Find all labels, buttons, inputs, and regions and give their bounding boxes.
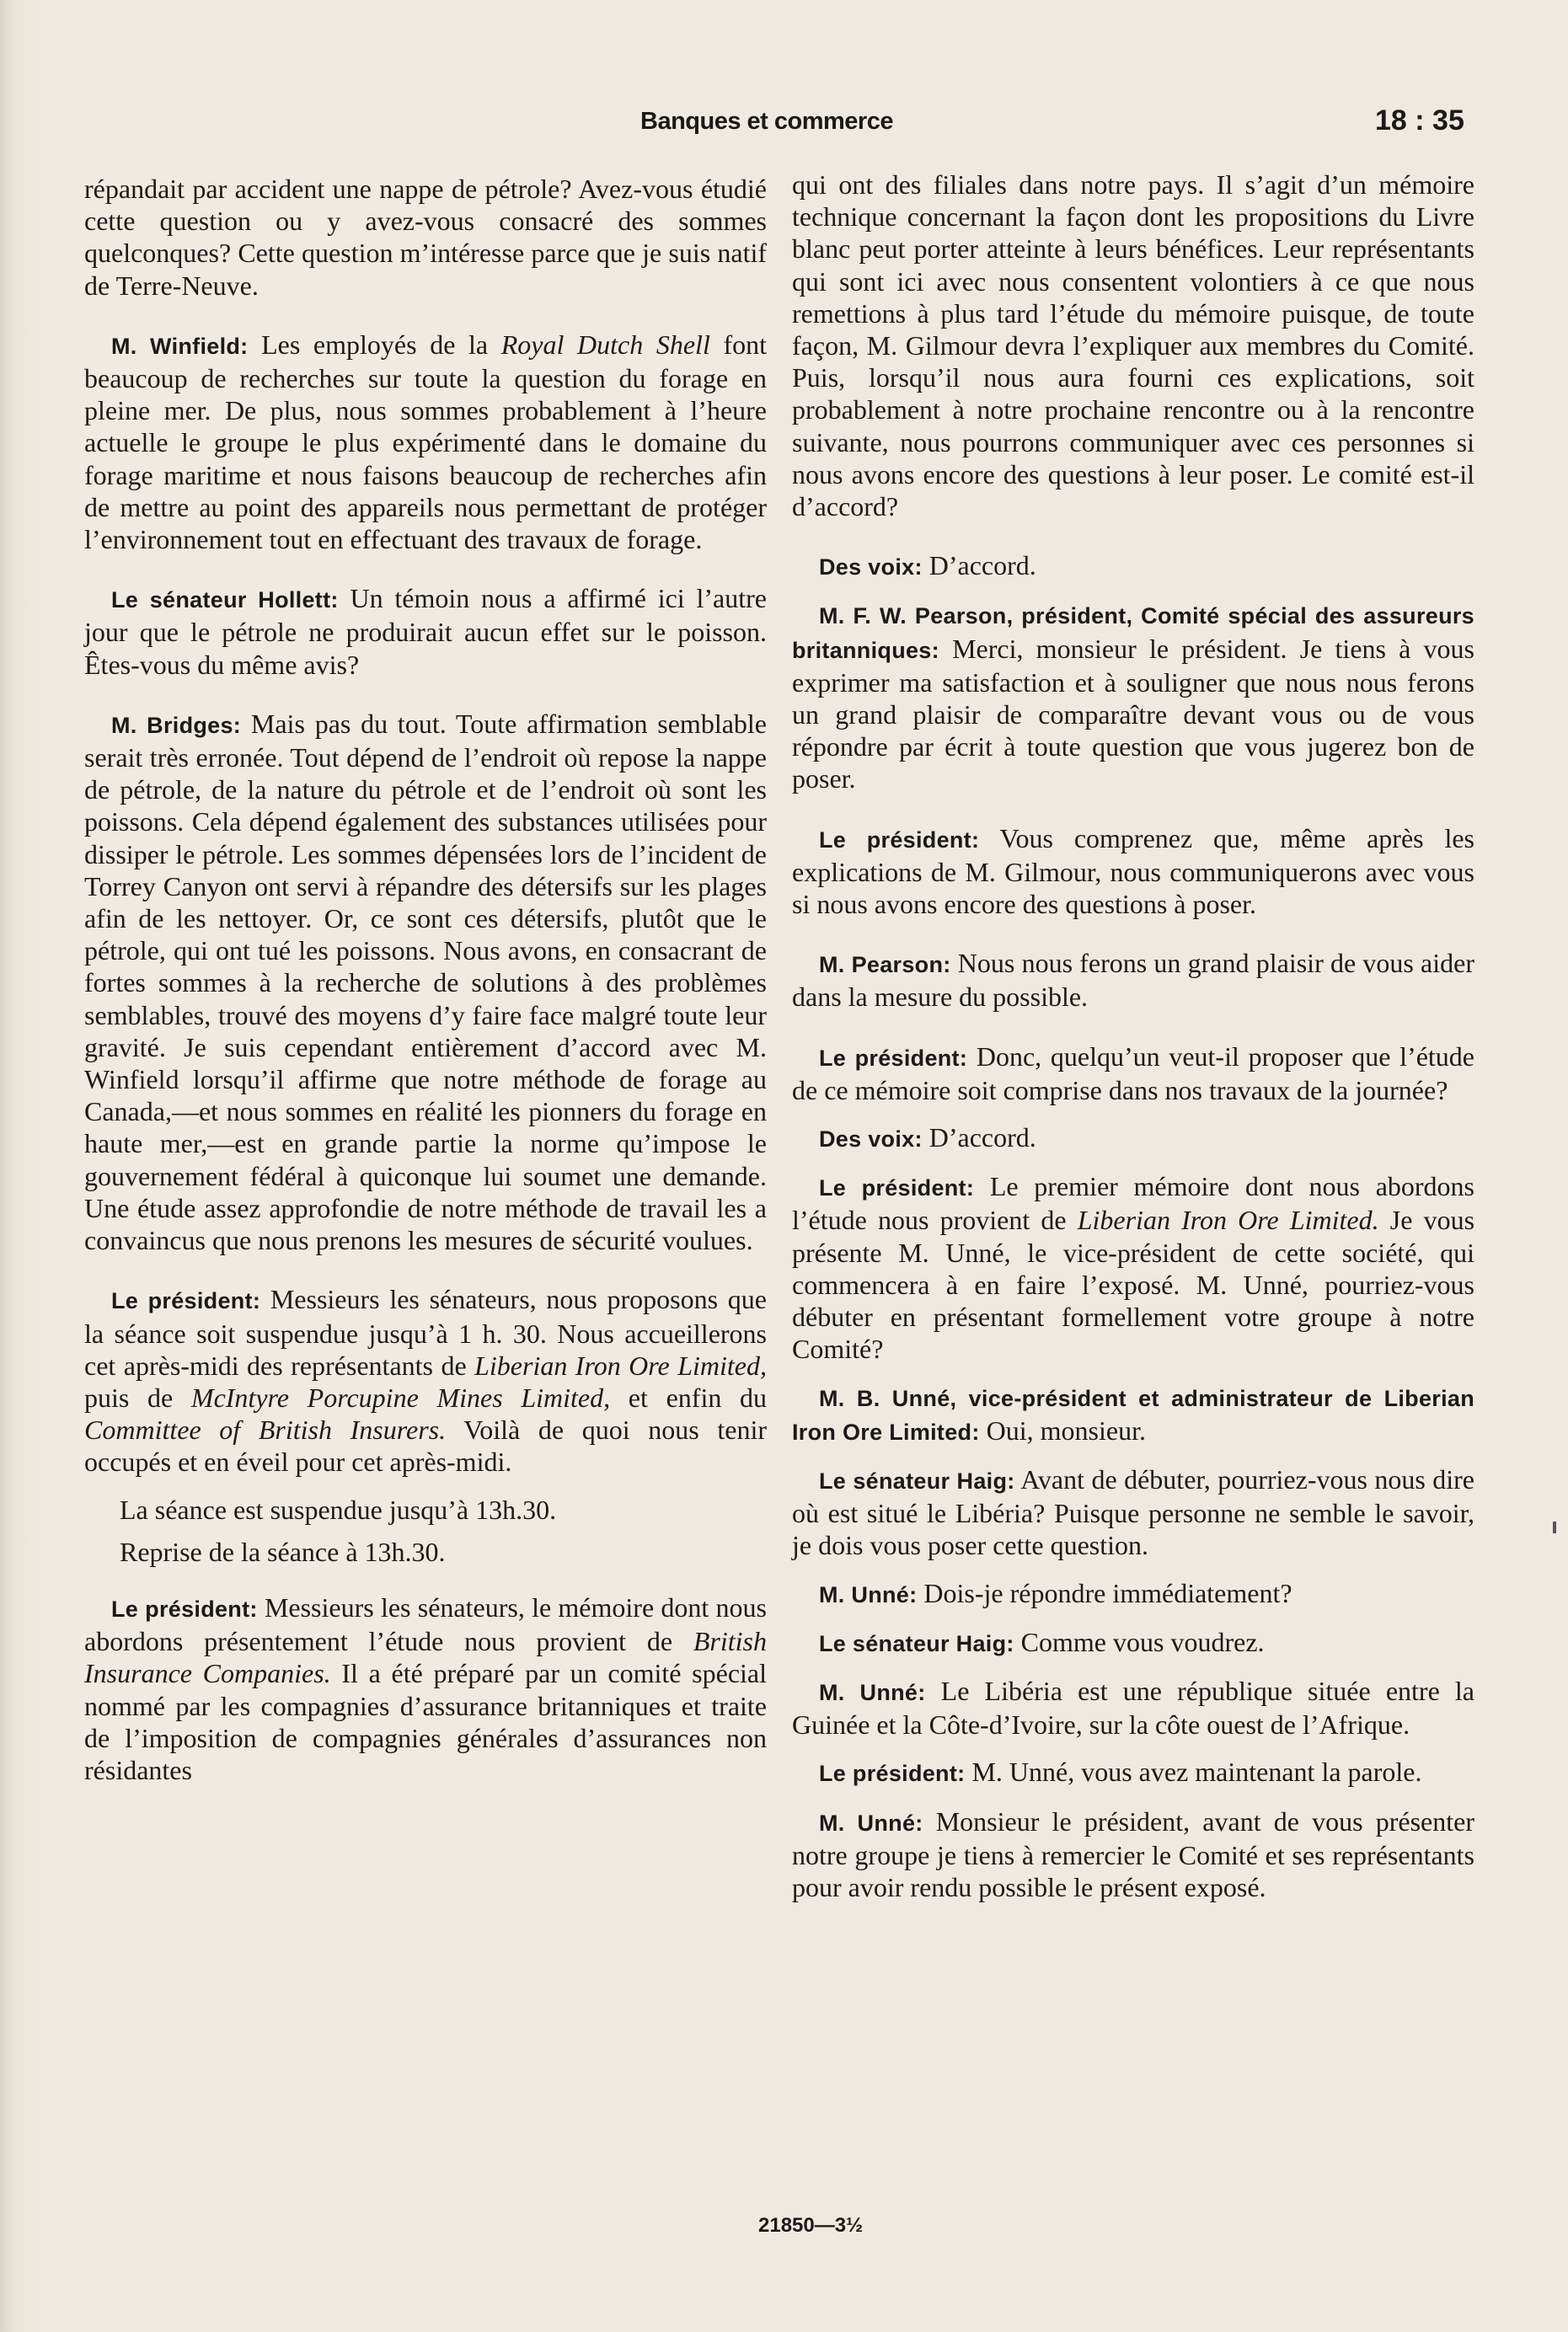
running-title: Banques et commerce xyxy=(640,108,893,135)
paragraph: M. Bridges: Mais pas du tout. Toute affirmation semblable serait très erronée. Tout dépend de l’endroit où repose la nappe de pétrole, de la nature du pétrole et de l’endroit où sont les poissons. Cela dépend également des substances utilisées pour dissiper le pétrole. Les sommes dépensées lors de l’incident de Torrey Canyon ont servi à répandre des détersifs sur les plages afin de les nettoyer. Or, ce sont ces détersifs, plutôt que le pétrole, qui ont tué les poissons. Nous avons, en consacrant de fortes sommes à la recherche de solutions à des problèmes semblables, trouvé des moyens d’y faire face malgré toute leur gravité. Je suis cependant entièrement d’accord avec M. Winfield lorsqu’il affirme que notre méthode de forage au Canada,—et nous sommes en réalité les pionners du forage en haute mer,—est en grande partie la norme qu’impose le gouvernement fédéral à quiconque lui soumet une demande. Une étude assez approfondie de notre méthode de travail les a convaincus que nous prenons les mesures de sécurité voulues. xyxy=(84,708,768,1256)
speaker-label: M. F. W. Pearson, président, Comité spécial des assureurs britanniques: xyxy=(792,603,1474,663)
paragraph: Le sénateur Hollett: Un témoin nous a affirmé ici l’autre jour que le pétrole ne produirait aucun effet sur le poisson. Êtes-vous du même avis? xyxy=(84,583,767,680)
speaker-label: Le président: xyxy=(819,826,980,853)
speaker-label: Le président: xyxy=(111,1288,261,1314)
speaker-label: Le président: xyxy=(819,1045,968,1071)
speaker-label: M. Bridges: xyxy=(111,712,242,738)
page-number: 18 : 35 xyxy=(1375,104,1464,136)
paragraph: Le président: Messieurs les sénateurs, nous proposons que la séance soit suspendue jusqu’à 1 h. 30. Nous accueillerons cet après-midi des représentants de Liberian Iron Ore Limited, puis de McIntyre Porcupine Mines Limited, et enfin du Committee of British Insurers. Voilà de quoi nous tenir occupés et en éveil pour cet après-midi. xyxy=(84,1284,768,1478)
margin-mark xyxy=(1553,1522,1556,1533)
paragraph: M. Winfield: Les employés de la Royal Dutch Shell font beaucoup de recherches sur toute la question du forage en pleine mer. De plus, nous sommes probablement à l’heure actuelle le groupe le plus expérimenté dans le domaine du forage maritime et nous faisons beaucoup de recherches afin de mettre au point des appareils nous permettant de protéger l’environnement tout en effectuant des travaux de forage. xyxy=(84,329,768,555)
speaker-label: M. Unné: xyxy=(819,1810,923,1836)
page-header xyxy=(0,104,1568,150)
paragraph: Le président: Vous comprenez que, même après les explications de M. Gilmour, nous communiquerons avec vous si nous avons encore des questions à poser. xyxy=(792,822,1475,920)
speaker-label: Le président: xyxy=(819,1175,975,1201)
paragraph: Le président: M. Unné, vous avez maintenant la parole. xyxy=(819,1757,1422,1788)
paragraph: M. Unné: Le Libéria est une république située entre la Guinée et la Côte-d’Ivoire, sur la côte ouest de l’Afrique. xyxy=(792,1675,1475,1741)
paragraph: répandait par accident une nappe de pétrole? Avez-vous étudié cette question ou y avez-vous consacré des sommes quelconques? Cette question m’intéresse parce que je suis natif de Terre-Neuve. xyxy=(84,174,767,301)
paragraph: Des voix: D’accord. xyxy=(819,1122,1036,1153)
procedural-note: La séance est suspendue jusqu’à 13h.30. xyxy=(120,1494,557,1525)
paragraph: Le président: Le premier mémoire dont nous abordons l’étude nous provient de Liberian Iron Ore Limited. Je vous présente M. Unné, le vice-président de cette société, qui commencera à en faire l’exposé. M. Unné, pourriez-vous débuter en présentant formellement votre groupe à notre Comité? xyxy=(792,1171,1475,1365)
speaker-label: Le président: xyxy=(111,1596,258,1622)
paragraph: M. F. W. Pearson, président, Comité spécial des assureurs britanniques: Merci, monsieur le président. Je tiens à vous exprimer ma satisfaction et à souligner que nous nous ferons un grand plaisir de comparaître devant vous ou de vous répondre par écrit à toute question que vous jugerez bon de poser. xyxy=(792,603,1474,794)
right-column xyxy=(792,168,1474,1930)
paragraph: M. Unné: Dois-je répondre immédiatement? xyxy=(819,1577,1292,1608)
printer-signature: 21850—3½ xyxy=(758,2214,864,2237)
speaker-label: M. Winfield: xyxy=(111,333,249,359)
paragraph: qui ont des filiales dans notre pays. Il s’agit d’un mémoire technique concernant la façon dont les propositions du Livre blanc peut porter atteinte à leurs bénéfices. Leur représentants qui sont ici avec nous consentent volontiers à ce que nous remettions à plus tard l’étude du mémoire puisque, de toute façon, M. Gilmour devra l’expliquer aux membres du Comité. Puis, lorsqu’il nous aura fourni ces explications, soit probablement à notre prochaine rencontre ou à la rencontre suivante, nous pourrons communiquer avec ces personnes si nous avons encore des questions à leur poser. Le comité est-il d’accord? xyxy=(792,169,1474,522)
speaker-label: M. Pearson: xyxy=(819,952,951,978)
paragraph: M. Unné: Monsieur le président, avant de vous présenter notre groupe je tiens à remercier le Comité et ses représentants pour avoir rendu possible le présent exposé. xyxy=(792,1805,1475,1902)
paragraph: M. Pearson: Nous nous ferons un grand plaisir de vous aider dans la mesure du possible. xyxy=(792,948,1474,1013)
speaker-label: Le sénateur Haig: xyxy=(819,1630,1014,1656)
speaker-label: Des voix: xyxy=(819,554,923,580)
speaker-label: M. Unné: xyxy=(819,1581,918,1607)
paragraph: Le président: Messieurs les sénateurs, le mémoire dont nous abordons présentement l’étude nous provient de British Insurance Companies. Il a été préparé par un comité spécial nommé par les compagnies d’assurance britanniques et traite de l’imposition de compagnies générales d’assurances non résidantes xyxy=(84,1591,768,1785)
speaker-label: M. Unné: xyxy=(819,1679,926,1705)
procedural-note: Reprise de la séance à 13h.30. xyxy=(120,1536,446,1567)
speaker-label: M. B. Unné, vice-président et administrateur de Liberian Iron Ore Limited: xyxy=(792,1385,1474,1445)
speaker-label: Le sénateur Haig: xyxy=(819,1468,1015,1494)
left-column xyxy=(84,173,767,1813)
speaker-label: Le président: xyxy=(819,1761,966,1787)
paragraph: Le président: Donc, quelqu’un veut-il proposer que l’étude de ce mémoire soit comprise dans nos travaux de la journée? xyxy=(792,1040,1474,1105)
speaker-label: Le sénateur Hollett: xyxy=(111,587,339,613)
speaker-label: Des voix: xyxy=(819,1126,923,1153)
paragraph: Le sénateur Haig: Comme vous voudrez. xyxy=(819,1626,1265,1657)
paragraph: M. B. Unné, vice-président et administrateur de Liberian Iron Ore Limited: Oui, monsieur. xyxy=(792,1385,1474,1446)
paragraph: Le sénateur Haig: Avant de débuter, pourriez-vous nous dire où est situé le Libéria? Puisque personne ne semble le savoir, je dois vous poser cette question. xyxy=(792,1463,1474,1561)
paragraph: Des voix: D’accord. xyxy=(819,550,1036,581)
